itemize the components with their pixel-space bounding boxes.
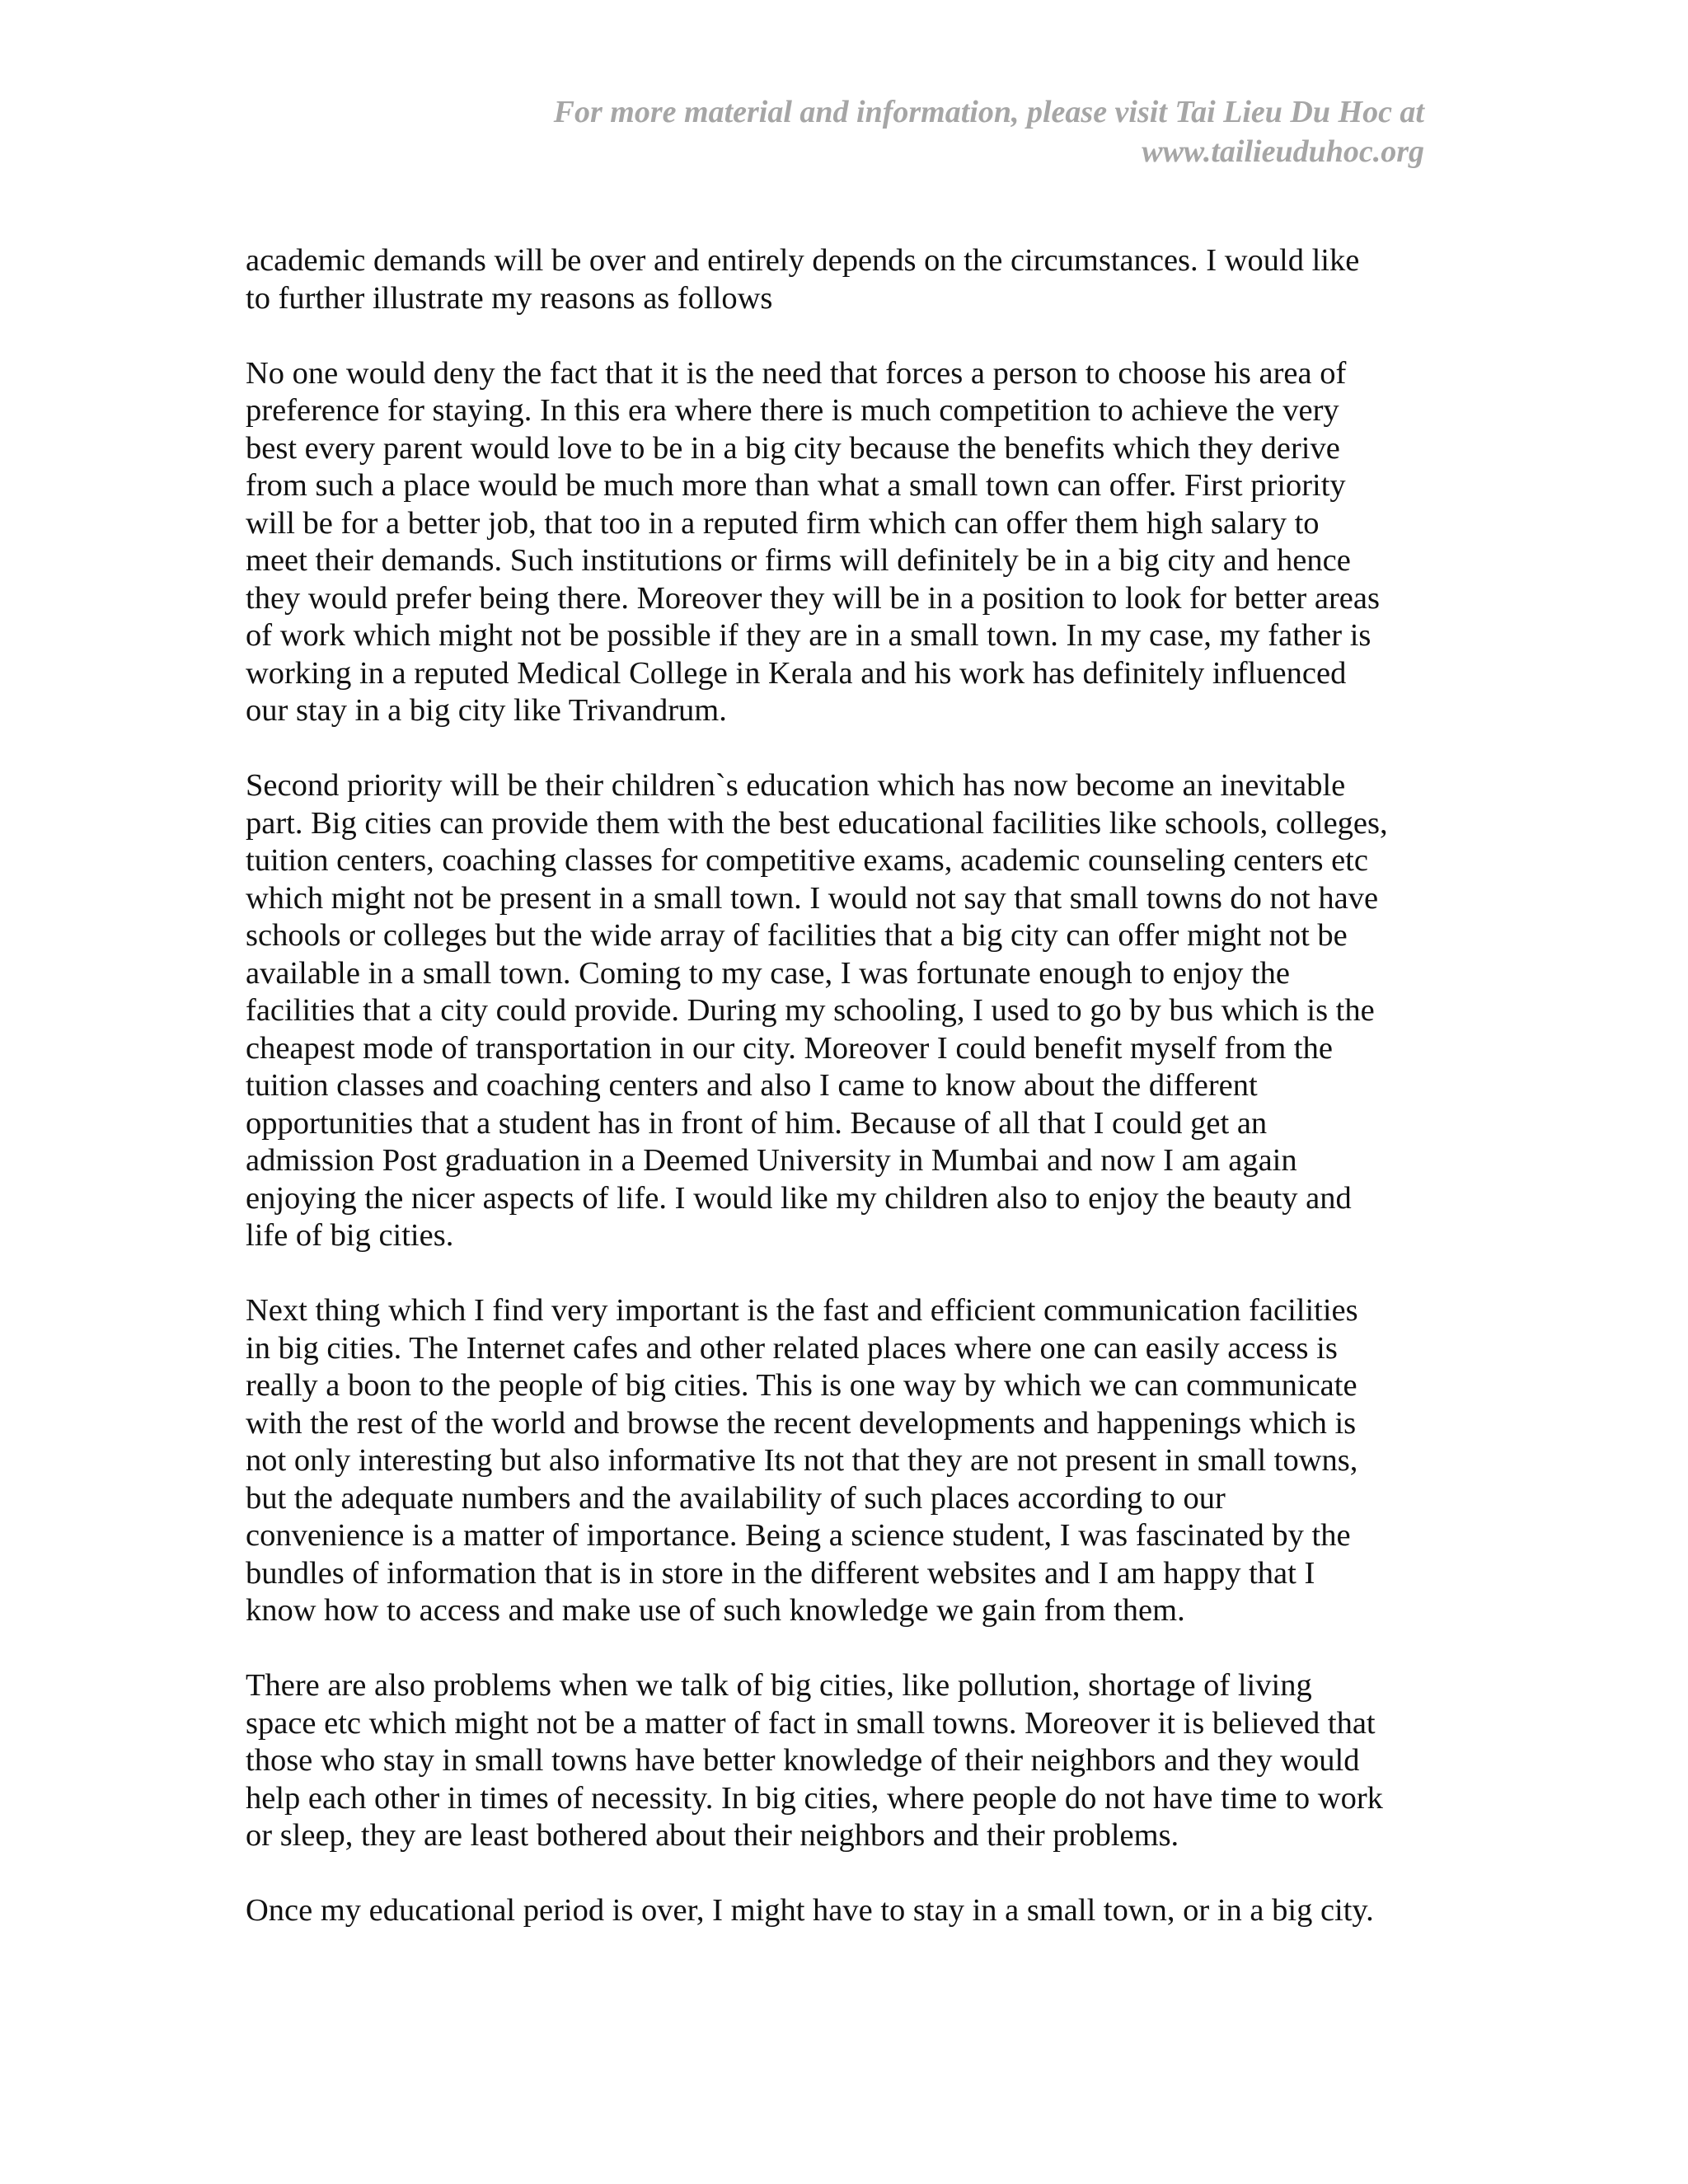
header-url: www.tailieuduhoc.org [1142,134,1424,169]
paragraph-line: really a boon to the people of big cities. This is one way by which we can communicate [246,1368,1357,1403]
paragraph-line: working in a reputed Medical College in Kerala and his work has definitely influenced [246,655,1347,691]
paragraph-line: from such a place would be much more than what a small town can offer. First priority [246,468,1346,503]
paragraph-line: convenience is a matter of importance. Being a science student, I was fascinated by the [246,1518,1351,1553]
paragraph-line: schools or colleges but the wide array of facilities that a big city can offer might not be [246,918,1348,953]
paragraph-line: which might not be present in a small town. I would not say that small towns do not have [246,880,1379,916]
document-body [246,242,1441,1967]
paragraph-line: will be for a better job, that too in a reputed firm which can offer them high salary to [246,505,1320,541]
paragraph-line: with the rest of the world and browse the recent developments and happenings which is [246,1405,1357,1441]
paragraph-line: to further illustrate my reasons as follows [246,280,773,316]
paragraph-line: Once my educational period is over, I might have to stay in a small town, or in a big city. [246,1893,1374,1928]
paragraph-line: but the adequate numbers and the availability of such places according to our [246,1480,1226,1516]
paragraph-line: Second priority will be their children`s education which has now become an inevitable [246,768,1346,803]
paragraph-line: facilities that a city could provide. During my schooling, I used to go by bus which is the [246,993,1375,1028]
paragraph-line: Next thing which I find very important is the fast and efficient communication facilities [246,1293,1358,1328]
paragraph-line: tuition centers, coaching classes for competitive exams, academic counseling centers etc [246,843,1368,878]
paragraph-line: space etc which might not be a matter of fact in small towns. Moreover it is believed that [246,1705,1376,1741]
paragraph [246,767,1441,1255]
paragraph-line: cheapest mode of transportation in our city. Moreover I could benefit myself from the [246,1030,1333,1066]
paragraph-line: help each other in times of necessity. In big cities, where people do not have time to work [246,1780,1383,1816]
page-header [435,92,1424,171]
paragraph-line: There are also problems when we talk of big cities, like pollution, shortage of living [246,1668,1312,1703]
paragraph [246,242,1441,317]
paragraph-line: part. Big cities can provide them with the best educational facilities like schools, colleges, [246,805,1388,841]
paragraph-line: or sleep, they are least bothered about their neighbors and their problems. [246,1818,1179,1853]
paragraph [246,1892,1441,1930]
paragraph-line: not only interesting but also informative Its not that they are not present in small towns, [246,1443,1358,1478]
paragraph-line: enjoying the nicer aspects of life. I would like my children also to enjoy the beauty and [246,1180,1352,1216]
paragraph-line: those who stay in small towns have better knowledge of their neighbors and they would [246,1743,1360,1778]
paragraph-line: opportunities that a student has in front of him. Because of all that I could get an [246,1105,1268,1141]
paragraph-line: they would prefer being there. Moreover they will be in a position to look for better areas [246,580,1380,616]
paragraph-line: in big cities. The Internet cafes and other related places where one can easily access is [246,1330,1338,1366]
paragraph-line: of work which might not be possible if they are in a small town. In my case, my father is [246,618,1372,653]
paragraph-line: best every parent would love to be in a big city because the benefits which they derive [246,430,1340,466]
paragraph-line: our stay in a big city like Trivandrum. [246,693,727,728]
paragraph-line: academic demands will be over and entirely depends on the circumstances. I would like [246,243,1360,278]
paragraph-line: No one would deny the fact that it is the need that forces a person to choose his area of [246,355,1347,391]
paragraph [246,355,1441,730]
paragraph [246,1292,1441,1630]
paragraph-line: bundles of information that is in store in the different websites and I am happy that I [246,1555,1315,1591]
paragraph-line: preference for staying. In this era where there is much competition to achieve the very [246,393,1339,428]
paragraph-line: meet their demands. Such institutions or firms will definitely be in a big city and hence [246,543,1351,578]
paragraph-line: admission Post graduation in a Deemed University in Mumbai and now I am again [246,1143,1297,1178]
header-line: For more material and information, please visit Tai Lieu Du Hoc at [553,95,1424,129]
paragraph-line: available in a small town. Coming to my case, I was fortunate enough to enjoy the [246,955,1290,991]
paragraph-line: life of big cities. [246,1218,454,1253]
paragraph-line: know how to access and make use of such knowledge we gain from them. [246,1593,1185,1628]
paragraph-line: tuition classes and coaching centers and also I came to know about the different [246,1068,1258,1103]
paragraph [246,1667,1441,1855]
